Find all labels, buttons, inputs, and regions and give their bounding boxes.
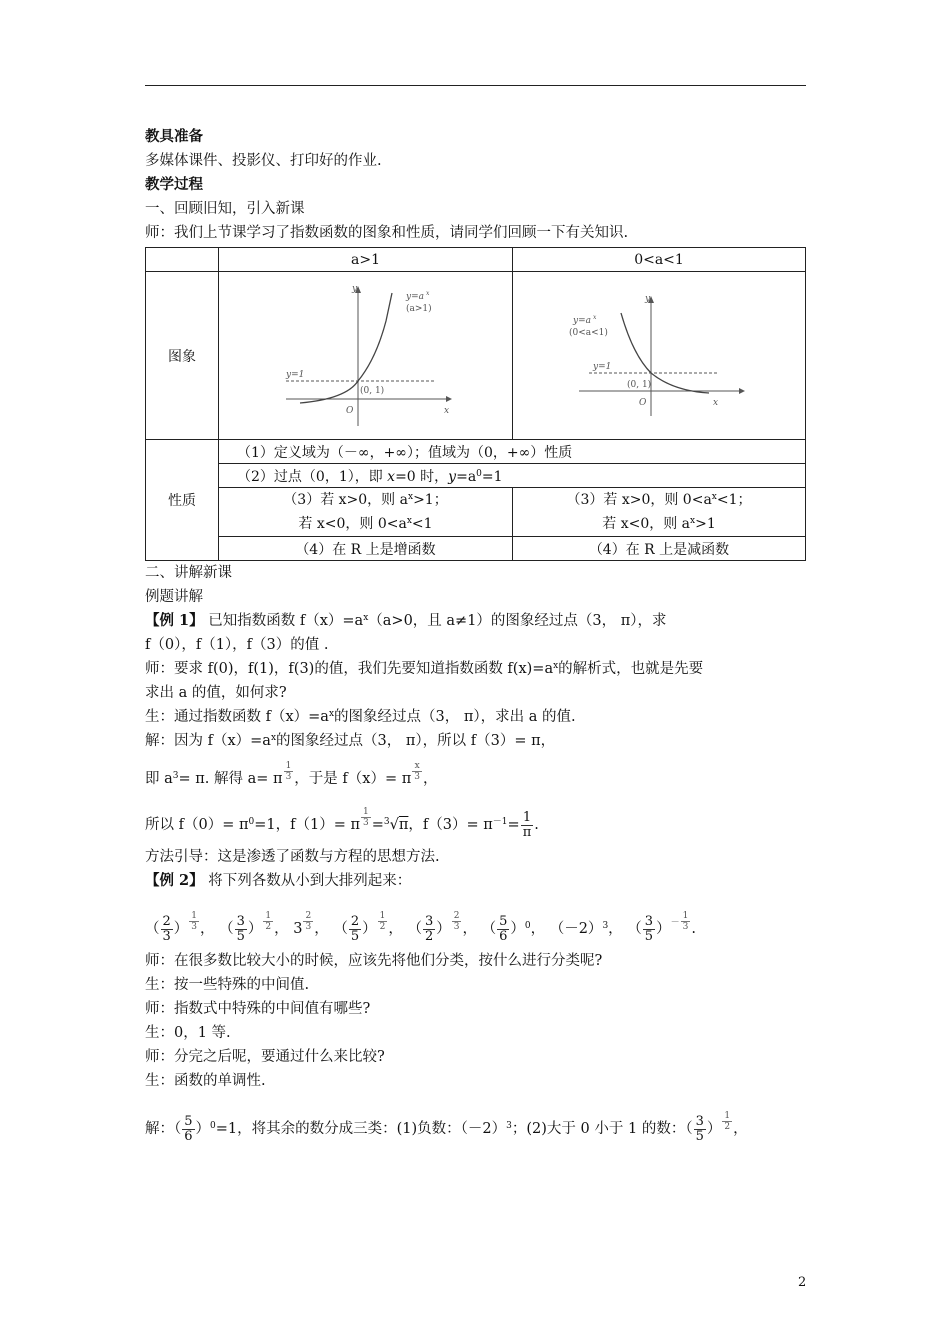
header-a-gt-1: a>1: [219, 248, 513, 272]
dialog-line: 师：在很多数比较大小的时候，应该先将他们分类，按什么进行分类呢?: [145, 953, 603, 969]
part2-title: 二、讲解新课: [145, 565, 232, 581]
point-label: (0, 1): [627, 379, 652, 390]
asymptote-label: y=1: [593, 361, 612, 372]
solution-line3: 所以 $f(0)= \pi^0=1$，f（1）= π $\frac{1}{3}$ =$^3$√π，$f(3)= \pi^{-1}=$ $\frac{1}{\pi}$ .: [145, 806, 539, 840]
dialog-line: 生：函数的单调性.: [145, 1073, 266, 1089]
document-body: [145, 125, 806, 1149]
origin-label: O: [345, 405, 353, 416]
example1-line1: 【例 1】 已知指数函数 $f(x)=a^x(a>0$，且 a≠1）的图象经过点（3， π），求: [145, 612, 667, 629]
point-label: (0, 1): [359, 385, 384, 396]
teacher-line1: 师：要求 f(0)，f(1)，f(3)的值，我们先要知道指数函数 $f(x)=a^x$的解析式，也就是先要: [145, 661, 704, 677]
dialog-line: 师：分完之后呢，要通过什么来比较?: [145, 1049, 385, 1065]
solution-line2: 即 $a^3= \pi$. 解得 a= π $\frac{1}{3}$ ，于是 f（x）= π $\frac{x}{3}$ ，: [145, 760, 438, 787]
exponent-fraction: $\frac{x}{3}$: [414, 760, 420, 782]
graph-increasing: [219, 272, 513, 440]
prop-2: （2）过点（0，1），即 x=0 时，$y=a^0=1$: [219, 464, 806, 488]
example1-line2: f（0），f（1），f（3）的值 .: [145, 637, 329, 653]
examples-title: 例题讲解: [145, 589, 203, 605]
example2-line: 【例 2】 将下列各数从小到大排列起来：: [145, 872, 412, 889]
student-line1: 生：通过指数函数 $f(x)=a^x$的图象经过点（3， π），求出 a 的值.: [145, 709, 576, 725]
page-number: 2: [798, 1275, 807, 1290]
x-axis-label: x: [713, 397, 719, 408]
exponential-properties-table: [145, 247, 806, 561]
y-axis-label: y: [645, 293, 651, 304]
graph-decreasing: [513, 272, 806, 440]
prop-1: （1）定义域为（－∞，+∞）；值域为（0，+∞）性质: [219, 440, 806, 464]
x-axis-arrow: [739, 388, 745, 394]
row-label-props: 性质: [146, 440, 219, 561]
x-axis-arrow: [446, 396, 452, 402]
prop-3-increasing: （3）若 x>0，则 $a^x>1$； 若 x<0，则 $0<a^x<1$: [219, 488, 513, 537]
solution2-line: 解：（ $\frac{5}{6}$ ）$^0$=1，将其余的数分成三类：(1)负数：$(-2)^3$；(2)大于 0 小于 1 的数：（ $\frac{3}{5}$ ） $\frac{1}{2}$ ，: [145, 1110, 748, 1144]
asymptote-label: y=1: [285, 369, 304, 380]
table-corner: [146, 248, 219, 272]
section-materials-title: 教具准备: [145, 129, 203, 145]
method-guide: 方法引导：这是渗透了函数与方程的思想方法.: [145, 849, 440, 865]
x-axis-label: x: [443, 405, 449, 416]
dialog-line: 生：0，1 等.: [145, 1025, 231, 1041]
origin-label: O: [639, 397, 647, 408]
exponent-fraction: $\frac{1}{3}$: [285, 760, 292, 782]
header-a-between: 0<a<1: [513, 248, 806, 272]
materials-text: 多媒体课件、投影仪、打印好的作业.: [145, 153, 382, 169]
curve-condition: (a>1): [405, 303, 432, 314]
prop-4-decreasing: （4）在 R 上是减函数: [513, 537, 806, 561]
one-over-pi: $\frac{1}{\pi}$: [522, 809, 532, 840]
curve-label: y=a: [405, 291, 424, 302]
curve-label: y=a: [573, 315, 591, 326]
increasing-exponential-graph: [276, 281, 456, 431]
row-label-graph: 图象: [146, 272, 219, 440]
part1-title: 一、回顾旧知，引入新课: [145, 201, 305, 217]
header-rule: [145, 85, 806, 86]
y-axis-label: y: [351, 283, 357, 294]
solution-line1: 解：因为 $f(x)=a^x$的图象经过点（3， π），所以 f（3）= π，: [145, 733, 556, 749]
section-process-title: 教学过程: [145, 177, 203, 193]
decreasing-exponential-graph: [569, 281, 749, 431]
prop-4-increasing: （4）在 R 上是增函数: [219, 537, 513, 561]
prop-3-decreasing: （3）若 x>0，则 $0<a^x<1$； 若 x<0，则 $a^x>1$: [513, 488, 806, 537]
dialog-line: 生：按一些特殊的中间值.: [145, 977, 310, 993]
curve-label-exponent: x: [425, 289, 429, 297]
teacher-intro: 师：我们上节课学习了指数函数的图象和性质，请同学们回顾一下有关知识.: [145, 225, 629, 241]
teacher-line2: 求出 a 的值，如何求?: [145, 685, 287, 701]
dialog-line: 师：指数式中特殊的中间值有哪些?: [145, 1001, 371, 1017]
example2-numbers: （ $\frac{2}{3}$ ） $\frac{1}{3}$ ， （ $\frac{3}{5}$ ） $\frac{1}{2}$ ， 3 $\frac{2}{3}$ ， （ $\frac{2}{5}$ ） $\frac{1}{2}$ ， （ $\frac{3}{2}$ ） $\frac{2}{3}$ ， （ $\frac{5}{6}$ ）$^0$， $(-2)^3$， （ $\frac{3}{5}$ ）－ $\frac{1}{3}$ .: [145, 910, 696, 944]
curve-label-exponent: x: [593, 313, 597, 321]
curve-condition: (0<a<1): [569, 327, 608, 338]
